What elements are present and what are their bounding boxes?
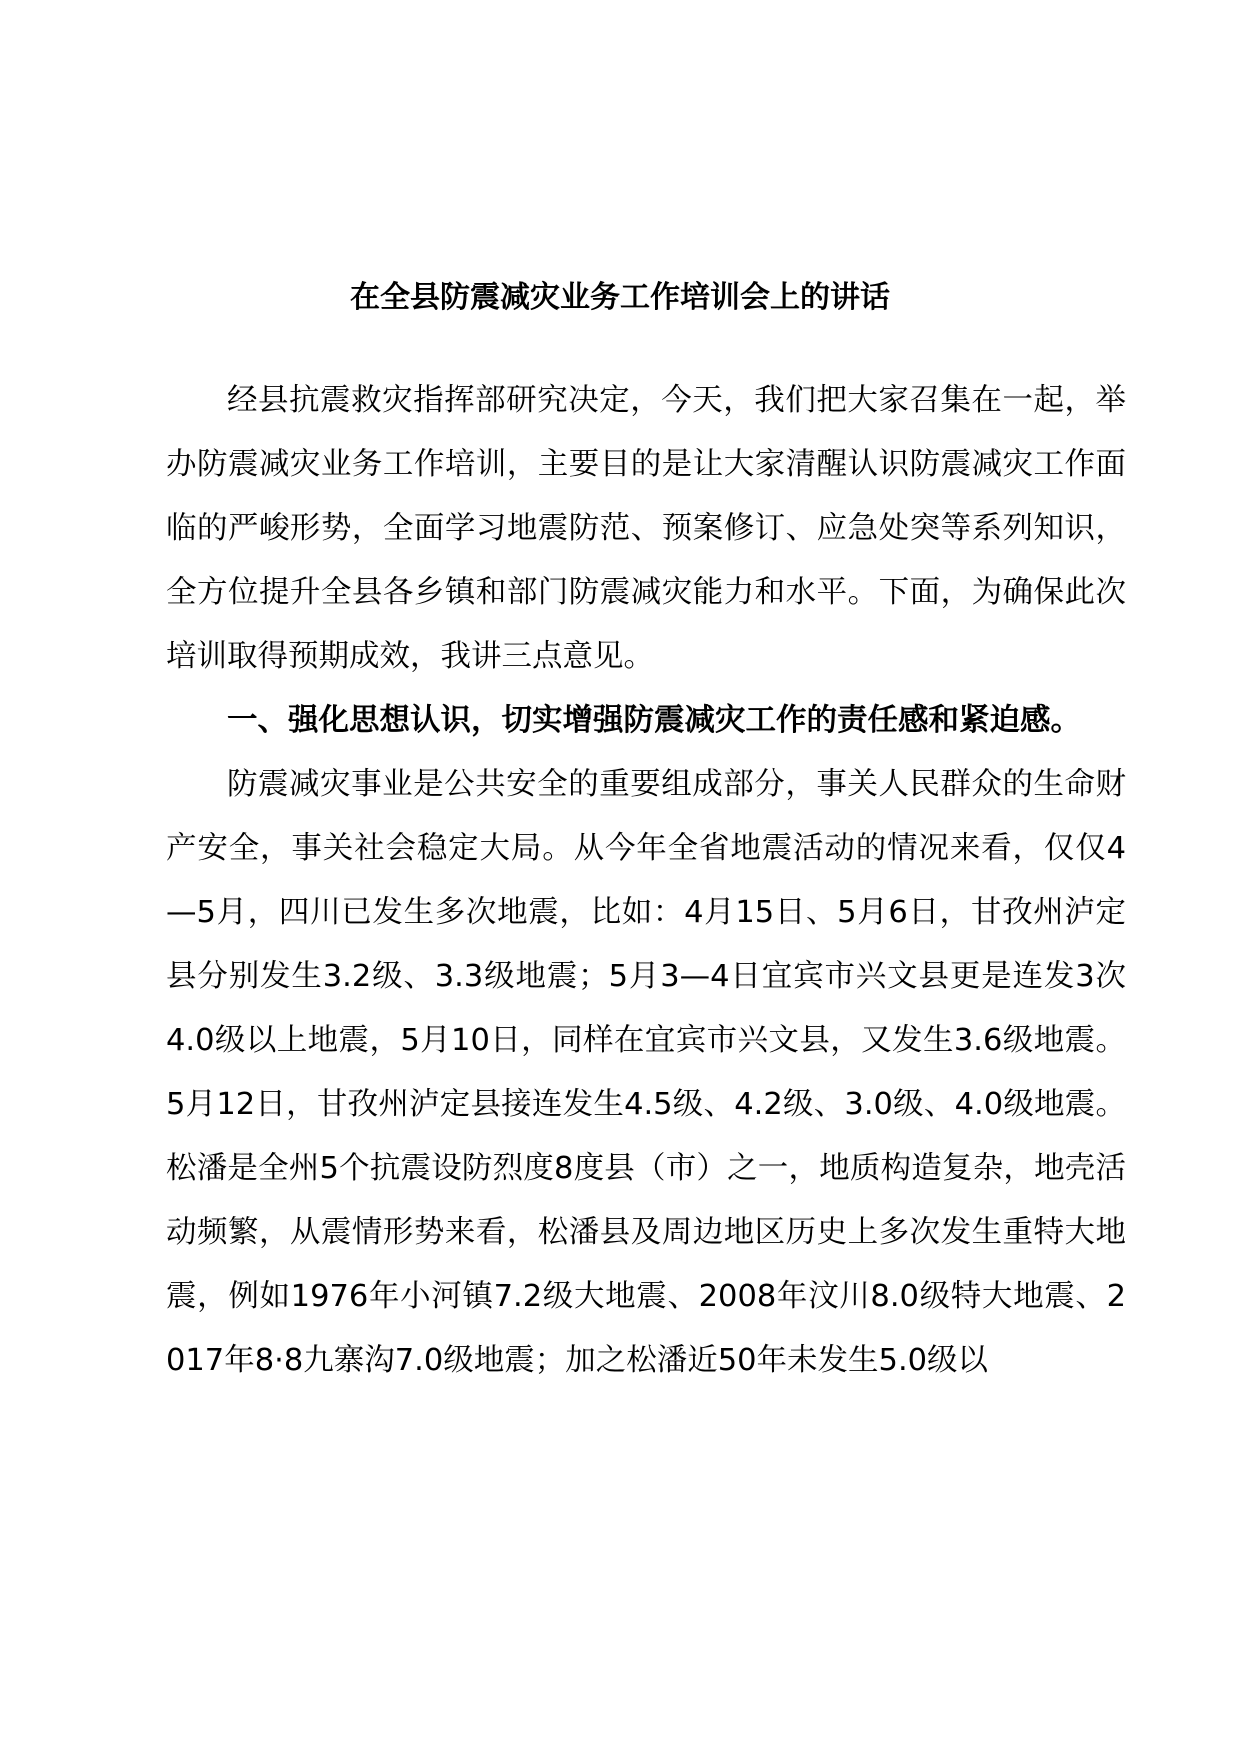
paragraph-intro: 经县抗震救灾指挥部研究决定，今天，我们把大家召集在一起，举办防震减灾业务工作培训，主要目的是让大家清醒认识防震减灾工作面临的严峻形势，全面学习地震防范、预案修订、应急处突等系列知识，全方位提升全县各乡镇和部门防震减灾能力和水平。下面，为确保此次培训取得预期成效，我讲三点意见。 (166, 383, 1126, 674)
document-title: 在全县防震减灾业务工作培训会上的讲话 (350, 280, 890, 315)
paragraph-section-1: 防震减灾事业是公共安全的重要组成部分，事关人民群众的生命财产安全，事关社会稳定大局。从今年全省地震活动的情况来看，仅仅4—5月，四川已发生多次地震，比如：4月15日、5月6日，甘孜州泸定县分别发生3.2级、3.3级地震；5月3—4日宜宾市兴文县更是连发3次4.0级以上地震，5月10日，同样在宜宾市兴文县，又发生3.6级地震。5月12日，甘孜州泸定县接连发生4.5级、4.2级、3.0级、4.0级地震。松潘是全州5个抗震设防烈度8度县（市）之一，地质构造复杂，地壳活动频繁，从震情形势来看，松潘县及周边地区历史上多次发生重特大地震，例如1976年小河镇7.2级大地震、2008年汶川8.0级特大地震、2017年8·8九寨沟7.0级地震；加之松潘近50年未发生5.0级以 (166, 767, 1126, 1378)
document-body (166, 369, 1126, 1393)
section-heading-1: 一、强化思想认识，切实增强防震减灾工作的责任感和紧迫感。 (227, 703, 1081, 738)
